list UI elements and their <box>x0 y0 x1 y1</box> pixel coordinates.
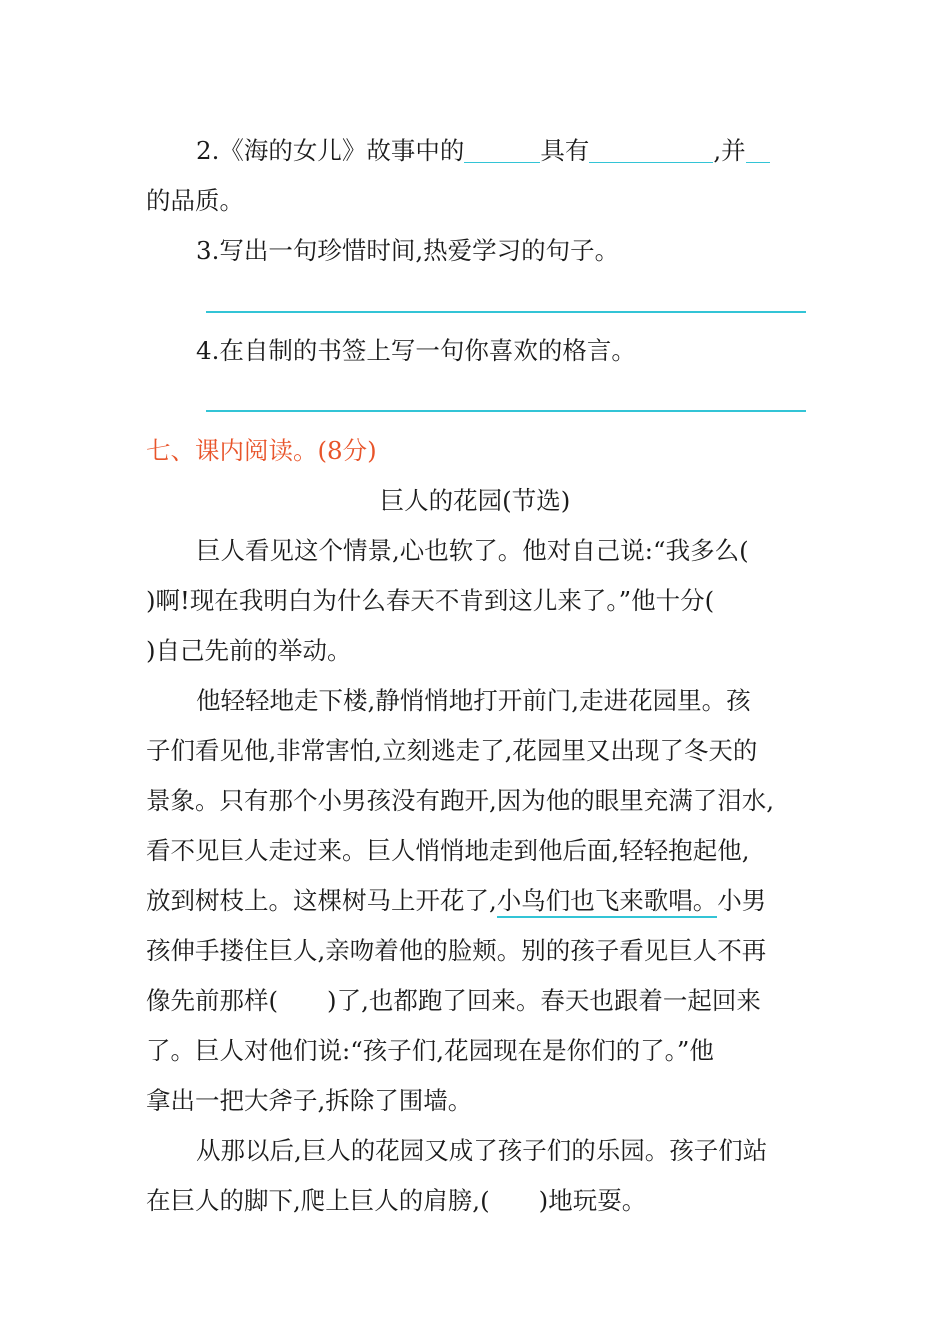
passage-text: 小男 <box>717 886 767 915</box>
fill-blank-quality[interactable] <box>589 140 713 163</box>
question-2-text-2: 具有 <box>540 136 590 165</box>
passage-line: 巨人看见这个情景,心也软了。他对自己说:“我多么( <box>196 536 749 565</box>
answer-line-q3[interactable] <box>206 311 806 313</box>
fill-blank-character[interactable] <box>464 140 540 163</box>
section-heading: 七、课内阅读。(8分) <box>146 436 377 465</box>
passage-line: 看不见巨人走过来。巨人悄悄地走到他后面,轻轻抱起他, <box>146 836 750 865</box>
question-2-text-3: ,并 <box>713 136 746 165</box>
passage-title: 巨人的花园(节选) <box>379 486 571 515</box>
passage-line: 从那以后,巨人的花园又成了孩子们的乐园。孩子们站 <box>196 1136 768 1165</box>
passage-line: 在巨人的脚下,爬上巨人的肩膀,( )地玩耍。 <box>146 1186 647 1215</box>
passage-line: )啊!现在我明白为什么春天不肯到这儿来了。”他十分( <box>146 586 715 615</box>
passage-line: 拿出一把大斧子,拆除了围墙。 <box>146 1086 473 1115</box>
question-2-line-2: 的品质。 <box>146 186 244 215</box>
answer-line-q4[interactable] <box>206 410 806 412</box>
passage-line: 景象。只有那个小男孩没有跑开,因为他的眼里充满了泪水, <box>146 786 775 815</box>
passage-line: )自己先前的举动。 <box>146 636 352 665</box>
passage-line: 孩伸手搂住巨人,亲吻着他的脸颊。别的孩子看见巨人不再 <box>146 936 767 965</box>
passage-line-underlined <box>146 884 806 918</box>
underlined-sentence: 小鸟们也飞来歌唱。 <box>497 886 718 918</box>
passage-line: 子们看见他,非常害怕,立刻逃走了,花园里又出现了冬天的 <box>146 736 758 765</box>
question-4: 4.在自制的书签上写一句你喜欢的格言。 <box>196 336 636 365</box>
passage-line: 了。巨人对他们说:“孩子们,花园现在是你们的了。”他 <box>146 1036 714 1065</box>
question-2-text-1: 2.《海的女儿》故事中的 <box>196 136 465 165</box>
passage-line: 像先前那样( )了,也都跑了回来。春天也跟着一起回来 <box>146 986 761 1015</box>
fill-blank-action[interactable] <box>746 140 770 163</box>
question-2-line-1 <box>196 134 806 168</box>
passage-text: 放到树枝上。这棵树马上开花了, <box>146 886 497 915</box>
passage-line: 他轻轻地走下楼,静悄悄地打开前门,走进花园里。孩 <box>196 686 751 715</box>
question-3: 3.写出一句珍惜时间,热爱学习的句子。 <box>196 236 620 265</box>
